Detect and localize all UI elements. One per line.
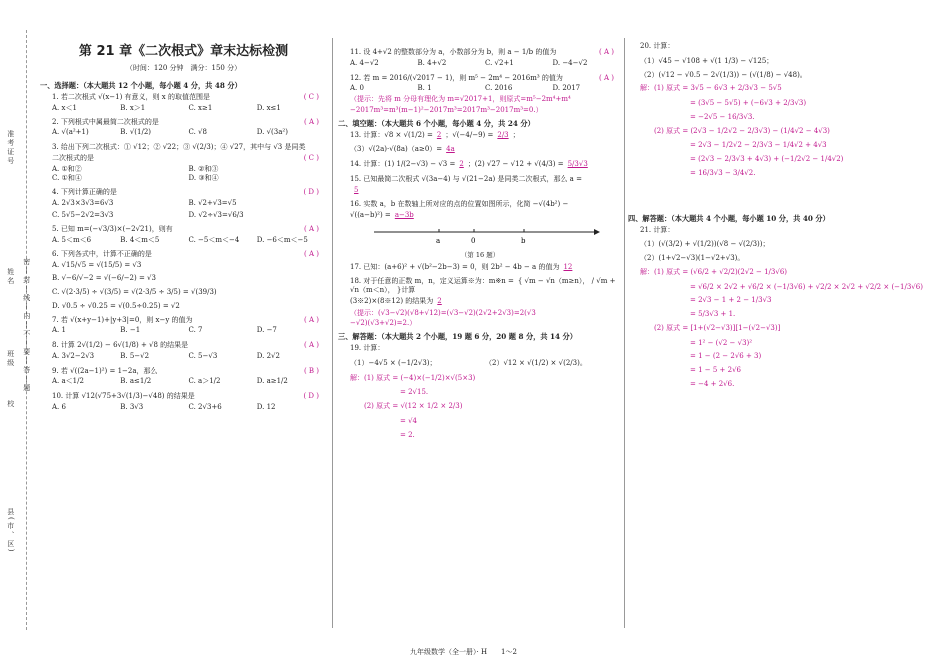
- question-14: 14. 计算：(1) 1/(2−√3) − √3 = 2 ；(2) √27 − √12 + √(4/3) = 5/3√3: [350, 160, 588, 168]
- options: A. 4−√2 B. 4+√2 C. √2+1 D. −4−√2: [350, 58, 588, 67]
- column-1: [42, 38, 325, 417]
- question-5: 5. 已知 m=(−√3/3)×(−2√21)，则有 ( A ): [52, 225, 319, 234]
- section-heading: 一、选择题：（本大题共 12 个小题，每小题 4 分，共 48 分）: [40, 81, 242, 90]
- option-a: A. √15/√5 = √(15/5) = √3: [52, 260, 142, 269]
- question-21-part1: （1）(√(3/2) + √(1/2))(√8 − √(2/3))；: [640, 240, 770, 249]
- solution: (2) 原式 = √(12 × 1/2 × 2/3): [364, 402, 463, 411]
- answer-mark: ( C ): [303, 153, 319, 162]
- column-3: [630, 38, 930, 394]
- question-1: 1. 若二次根式 √(x−1) 有意义，则 x 的取值范围是 ( C ): [52, 93, 319, 101]
- solution-step: = 1² − (√2 − √3)²: [690, 338, 753, 347]
- solution-step: = 2√15.: [400, 388, 429, 397]
- seal-line-text: 密—封—线—内—不—要—答—题: [22, 258, 31, 393]
- question-21: 21. 计算：: [640, 225, 675, 234]
- answer-mark: ( C ): [303, 93, 319, 101]
- options: A. 2√3×3√3=6√3 B. √2+√3=√5: [52, 198, 237, 207]
- label-a: a: [436, 236, 441, 245]
- number-line-figure: [354, 224, 620, 249]
- question-4: 4. 下列计算正确的是 ( D ): [52, 188, 319, 196]
- binding-margin: [0, 0, 38, 663]
- question-20-part2: （2）(√12 − √0.5 − 2√(1/3)) − (√(1/8) − √48)。: [640, 70, 807, 79]
- question-15-answer: 5: [354, 185, 359, 194]
- question-10: 10. 计算 √12(√75+3√(1/3)−√48) 的结果是 ( D ): [52, 392, 319, 400]
- answer-mark: ( A ): [304, 315, 319, 324]
- answer-mark: ( A ): [304, 249, 319, 258]
- option-d: D. √0.5 ÷ √0.25 = √(0.5÷0.25) = √2: [52, 301, 180, 310]
- arrow-icon: [594, 229, 600, 235]
- solution-step: = −2√5 − 16/3√3.: [690, 112, 755, 121]
- solution-step: = 16/3√3 − 3/4√2.: [690, 168, 756, 177]
- solution-step: = 2.: [400, 430, 415, 439]
- solution-step: = (3√5 − 5√5) + (−6√3 + 2/3√3): [690, 99, 807, 107]
- question-20: 20. 计算：: [640, 42, 675, 50]
- section-heading: 二、填空题：（本大题共 6 个小题，每小题 4 分，共 24 分）: [338, 118, 535, 128]
- question-11: 11. 设 4+√2 的整数部分为 a，小数部分为 b，则 a − 1/b 的值为 ( A ): [350, 48, 614, 56]
- options: C. 5√5−2√2=3√3 D. √2÷√3=√6/3: [52, 210, 244, 219]
- options: A. 3√2−2√3 B. 5−√2 C. 5−√3 D. 2√2: [52, 351, 280, 360]
- solution-step: = 2√3 − 1 + 2 − 1/3√3: [690, 296, 772, 305]
- question-16: 16. 实数 a，b 在数轴上所对应的点的位置如图所示，化简 −√(4b²) −: [350, 200, 569, 209]
- question-17: 17. 已知：(a+6)² + √(b²−2b−3) = 0，则 2b² − 4b − a 的值为 12: [350, 262, 573, 271]
- question-15: 15. 已知最简二次根式 √(3a−4) 与 √(21−2a) 是同类二次根式，那么 a =: [350, 174, 582, 183]
- page-title: 第 21 章《二次根式》章末达标检测: [78, 44, 289, 59]
- solution: 解：(1) 原式 = 3√5 − 6√3 + 2/3√3 − 5√5: [640, 84, 782, 93]
- options: A. x＜1 B. x＞1 C. x≥1 D. x≤1: [52, 103, 281, 112]
- options: C. ①和④ D. ③和④: [52, 174, 219, 183]
- solution: 解：(1) 原式 = (−4)×(−1/2)×√(5×3): [350, 373, 476, 382]
- question-7: 7. 若 √(x+y−1)+|y+3|=0，则 x−y 的值为 ( A ): [52, 315, 319, 324]
- school-label: 校: [6, 400, 15, 409]
- answer-mark: ( B ): [303, 366, 319, 375]
- solution-step: = (2√3 − 2/3√3 + 4√3) + (−1/2√2 − 1/4√2): [690, 155, 844, 163]
- solution: (2) 原式 = [1+(√2−√3)][1−(√2−√3)]: [654, 323, 781, 332]
- options: A. 0 B. 1 C. 2016 D. 2017: [350, 84, 581, 93]
- question-6: 6. 下列各式中，计算不正确的是 ( A ): [52, 249, 319, 258]
- answer-mark: ( A ): [599, 48, 614, 56]
- options: A. 5＜m＜6 B. 4＜m＜5 C. −5＜m＜−4 D. −6＜m＜−5: [52, 236, 308, 244]
- county-label: 县(市、区): [6, 508, 15, 554]
- solution-step: = −4 + 2√6.: [690, 379, 735, 388]
- label-b: b: [521, 236, 526, 245]
- solution-step: = 2√3 − 1/2√2 − 2/3√3 − 1/4√2 + 4√3: [690, 141, 827, 150]
- exam-number-label: 准考证号: [6, 130, 15, 166]
- options: A. a＜1/2 B. a≤1/2 C. a＞1/2 D. a≥1/2: [52, 377, 288, 386]
- question-20-part1: （1）√45 − √108 + √(1 1/3) − √125；: [640, 56, 774, 65]
- answer-mark: ( A ): [304, 117, 319, 126]
- question-18: 18. 对于任意的正数 m，n，定义运算※为：m※n = { √m − √n（m≥n）， / √m + √n（m＜n）， }计算: [350, 277, 616, 295]
- solution: 解：(1) 原式 = (√6/2 + √2/2)(2√2 − 1/3√6): [640, 267, 788, 276]
- solution-step: = 1 − (2 − 2√6 + 3): [690, 352, 762, 361]
- exam-info: （时间：120 分钟 满分：150 分）: [125, 64, 242, 73]
- question-19: 19. 计算：: [350, 344, 385, 353]
- solution-step: = √6/2 × 2√2 + √6/2 × (−1/3√6) + √2/2 × 2√2 + √2/2 × (−1/3√6): [690, 282, 923, 291]
- question-3-cont: 二次根式的是 ( C ): [52, 153, 319, 162]
- option-c: C. √(2·3/5) ÷ √(3/5) = √(2·3/5 ÷ 3/5) = √(39/3): [52, 288, 217, 296]
- question-12: 12. 若 m = 2016/(√2017 − 1)，则 m⁵ − 2m⁴ − 2016m³ 的值为 ( A ): [350, 73, 614, 82]
- answer-mark: ( A ): [304, 341, 319, 349]
- hint: （提示：先将 m 分母有理化为 m=√2017+1，则原式=m⁵−2m⁴+m⁴: [350, 95, 571, 103]
- hint: −√2)(√3+√2)=2.）: [350, 319, 417, 328]
- hint: （提示：(√3−√2)(√8+√12)=(√3−√2)(2√2+2√3)=2(√3: [350, 308, 536, 317]
- solution: (2) 原式 = (2√3 − 1/2√2 − 2/3√3) − (1/4√2 − 4√3): [654, 126, 830, 135]
- figure-caption: （第 16 题）: [460, 250, 500, 259]
- question-13-part3: （3）√(2a)·√(8a)（a≥0）= 4a: [350, 145, 455, 154]
- question-9: 9. 若 √((2a−1)²) = 1−2a，那么 ( B ): [52, 366, 319, 375]
- question-21-part2: （2）(1+√2−√3)(1−√2+√3)。: [640, 254, 745, 262]
- column-2: [340, 38, 620, 444]
- column-divider: [332, 38, 333, 628]
- label-zero: 0: [471, 236, 476, 245]
- section-heading: 三、解答题：（本大题共 2 个小题，19 题 6 分，20 题 8 分，共 14 分）: [338, 332, 577, 342]
- solution-step: = 5/3√3 + 1.: [690, 310, 736, 318]
- answer-mark: ( D ): [303, 392, 319, 400]
- question-18-cont: (3※2)×(8※12) 的结果为 2: [350, 296, 442, 305]
- answer-mark: ( A ): [599, 73, 614, 82]
- options: A. 6 B. 3√3 C. 2√3+6 D. 12: [52, 402, 276, 411]
- options: A. √(a²+1) B. √(1/2) C. √8 D. √(3a²): [52, 128, 288, 137]
- class-label: 班级: [6, 350, 15, 368]
- question-19-parts: （1）−4√5 × (−1/2√3)； （2）√12 × √(1/2) × √(2/3)。: [350, 358, 587, 367]
- options: A. 1 B. −1 C. 7 D. −7: [52, 326, 277, 335]
- solution-step: = √4: [400, 416, 418, 425]
- solution-step: = 1 − 5 + 2√6: [690, 366, 741, 374]
- section-heading: 四、解答题：（本大题共 4 个小题，每小题 10 分，共 40 分）: [628, 213, 830, 223]
- hint: −2017m³=m³(m−1)²−2017m³=2017m³−2017m³=0.）: [350, 105, 543, 114]
- question-13: 13. 计算：√8 × √(1/2) = 2 ；√(−4/−9) = 2/3 ；: [350, 130, 520, 139]
- question-16-cont: √((a−b)²) = a−3b: [350, 211, 414, 219]
- question-8: 8. 计算 2√(1/2) − 6√(1/8) + √8 的结果是 ( A ): [52, 341, 319, 349]
- question-3: 3. 给出下列二次根式：① √12；② √22；③ √(2/3)；④ √27，其中与 √3 是同类: [52, 143, 306, 151]
- answer-mark: ( D ): [303, 188, 319, 196]
- answer-mark: ( A ): [304, 225, 319, 234]
- question-2: 2. 下列根式中属最简二次根式的是 ( A ): [52, 117, 319, 126]
- options: A. ①和② B. ②和③: [52, 164, 219, 173]
- name-label: 姓名: [6, 268, 15, 286]
- column-divider: [624, 38, 625, 628]
- option-b: B. √−6/√−2 = √(−6/−2) = √3: [52, 274, 156, 283]
- page-footer: 九年级数学（全一册）· H 1～2: [410, 648, 517, 657]
